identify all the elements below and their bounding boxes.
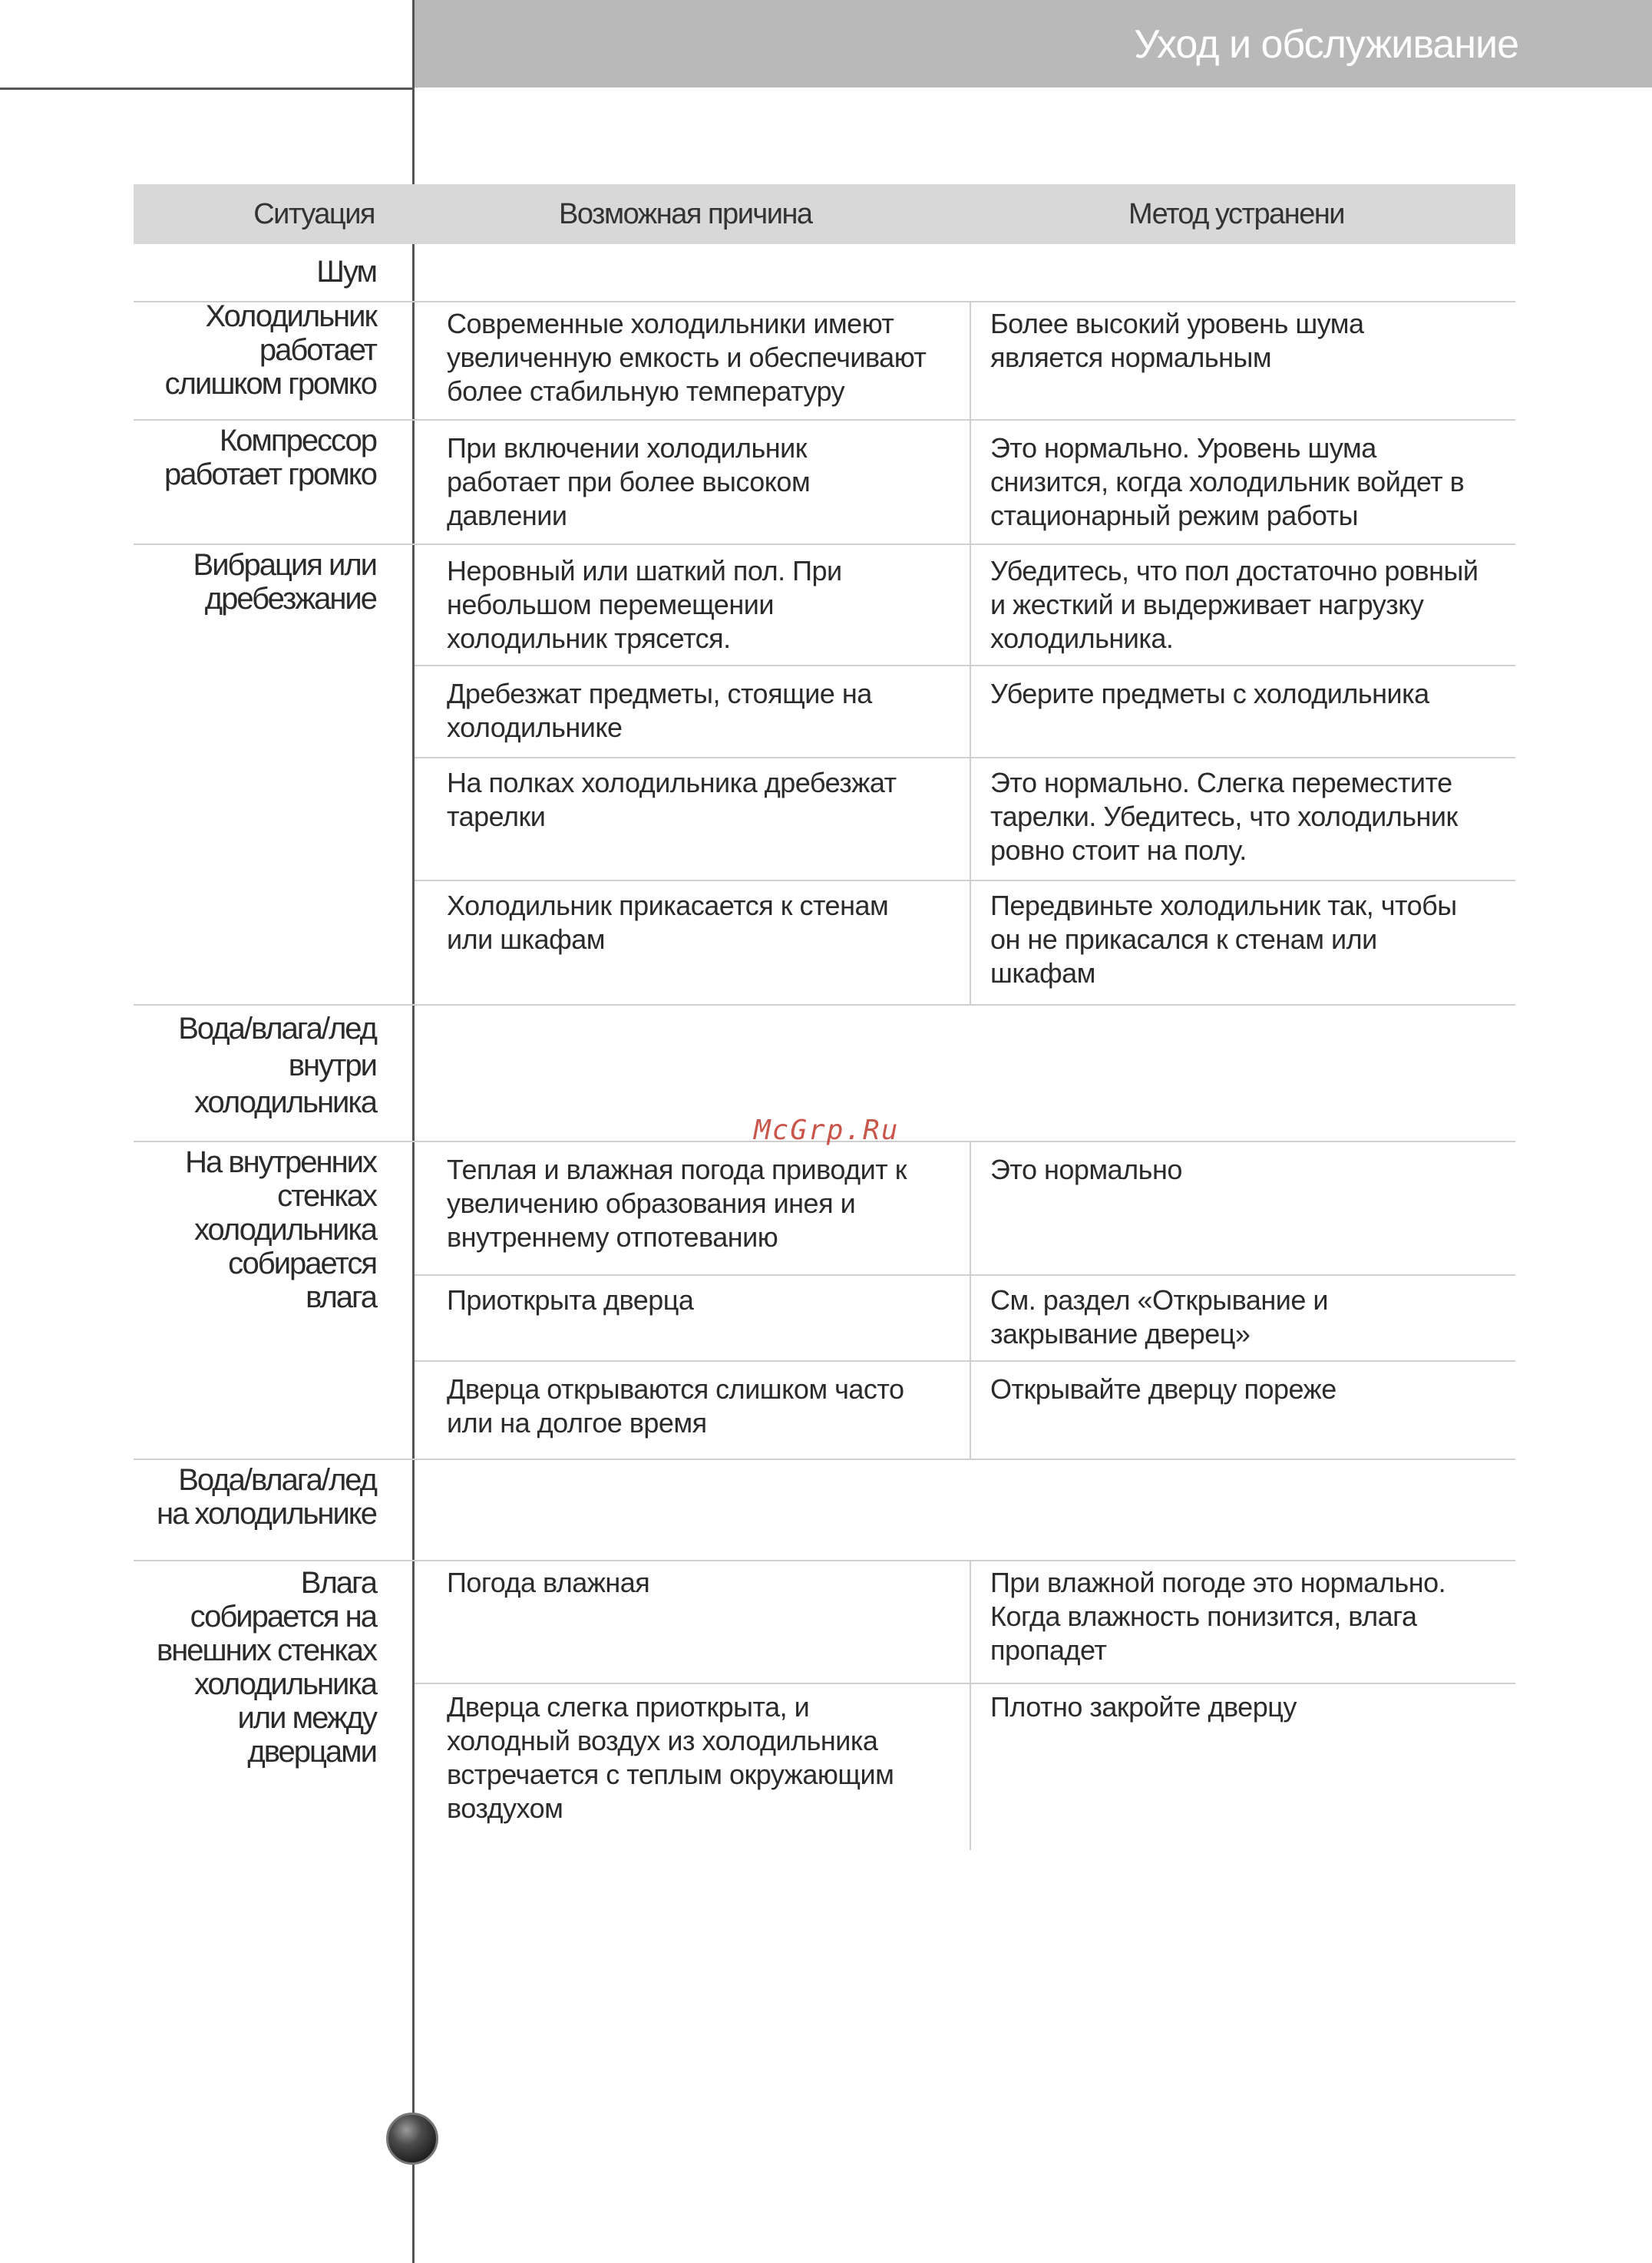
- fix-cell: При влажной погоде это нормально. Когда влажность понизится, влага пропадет: [990, 1567, 1446, 1666]
- page-marker-icon: [386, 2113, 438, 2165]
- fix-cell: Передвиньте холодильник так, чтобы он не прикасался к стенам или шкафам: [990, 890, 1457, 989]
- fix-cell: Более высокий уровень шума является нормальным: [990, 308, 1364, 373]
- fix-cell: Плотно закройте дверцу: [990, 1691, 1297, 1723]
- situation-outer-moisture: Влага собирается на внешних стенках холодильника или между дверцами: [156, 1566, 376, 1769]
- fix-cell: Это нормально: [990, 1154, 1182, 1185]
- cause-cell: Теплая и влажная погода приводит к увеличению образования инея и внутреннему отпотеванию: [447, 1154, 907, 1253]
- cause-cell: Дверца слегка приоткрыта, и холодный воздух из холодильника встречается с теплым окружающим воздухом: [447, 1691, 894, 1824]
- column-divider: [970, 1141, 971, 1459]
- column-divider: [970, 1560, 971, 1850]
- situation-vibration: Вибрация или дребезжание: [193, 548, 376, 616]
- cause-cell: Неровный или шаткий пол. При небольшом перемещении холодильник трясется.: [447, 555, 842, 654]
- situation-inner-moisture: На внутренних стенках холодильника собирается влага: [185, 1145, 376, 1314]
- cause-cell: Холодильник прикасается к стенам или шкафам: [447, 890, 889, 955]
- header-rule: [0, 88, 415, 90]
- row-divider: [134, 1459, 1515, 1460]
- fix-cell: Это нормально. Уровень шума снизится, когда холодильник войдет в стационарный режим работы: [990, 432, 1465, 531]
- column-header-fix: Метод устранени: [1128, 198, 1345, 230]
- page-title: Уход и обслуживание: [1134, 22, 1518, 67]
- sub-row-divider: [415, 665, 1515, 666]
- situation-water-outside: Вода/влага/лед на холодильнике: [156, 1463, 376, 1531]
- fix-cell: Открывайте дверцу пореже: [990, 1373, 1336, 1405]
- cause-cell: Приоткрыта дверца: [447, 1284, 694, 1316]
- cause-cell: Погода влажная: [447, 1567, 650, 1598]
- sub-row-divider: [415, 1274, 1515, 1276]
- cause-cell: На полках холодильника дребезжат тарелки: [447, 767, 897, 832]
- cause-cell: При включении холодильник работает при более высоком давлении: [447, 432, 811, 531]
- cause-cell: Дребезжат предметы, стоящие на холодильнике: [447, 678, 872, 743]
- sub-row-divider: [415, 1683, 1515, 1684]
- row-divider: [134, 419, 1515, 421]
- column-divider: [970, 301, 971, 419]
- column-divider: [970, 419, 971, 543]
- fix-cell: См. раздел «Открывание и закрывание дверец»: [990, 1284, 1328, 1350]
- row-divider: [134, 1560, 1515, 1561]
- column-header-cause: Возможная причина: [559, 198, 812, 230]
- cause-cell: Современные холодильники имеют увеличенную емкость и обеспечивают более стабильную температуру: [447, 308, 927, 407]
- sub-row-divider: [415, 1360, 1515, 1362]
- fix-cell: Уберите предметы с холодильника: [990, 678, 1429, 709]
- situation-loud-fridge: Холодильник работает слишком громко: [164, 299, 376, 401]
- table-header: [134, 184, 1515, 244]
- column-divider: [970, 543, 971, 1004]
- row-divider: [134, 1004, 1515, 1006]
- cause-cell: Дверца открываются слишком часто или на долгое время: [447, 1373, 904, 1439]
- fix-cell: Это нормально. Слегка переместите тарелки. Убедитесь, что холодильник ровно стоит на полу.: [990, 767, 1458, 866]
- row-divider: [134, 543, 1515, 545]
- sub-row-divider: [415, 880, 1515, 881]
- fix-cell: Убедитесь, что пол достаточно ровный и жесткий и выдерживает нагрузку холодильника.: [990, 555, 1479, 654]
- column-header-situation: Ситуация: [253, 198, 375, 230]
- watermark: McGrp.Ru: [754, 1115, 900, 1146]
- situation-noise: Шум: [316, 255, 376, 289]
- situation-water-inside: Вода/влага/лед внутри холодильника: [178, 1012, 376, 1119]
- header-bar: [415, 0, 1652, 88]
- sub-row-divider: [415, 757, 1515, 758]
- vertical-rule: [412, 0, 415, 2263]
- situation-compressor: Компрессор работает громко: [164, 424, 376, 491]
